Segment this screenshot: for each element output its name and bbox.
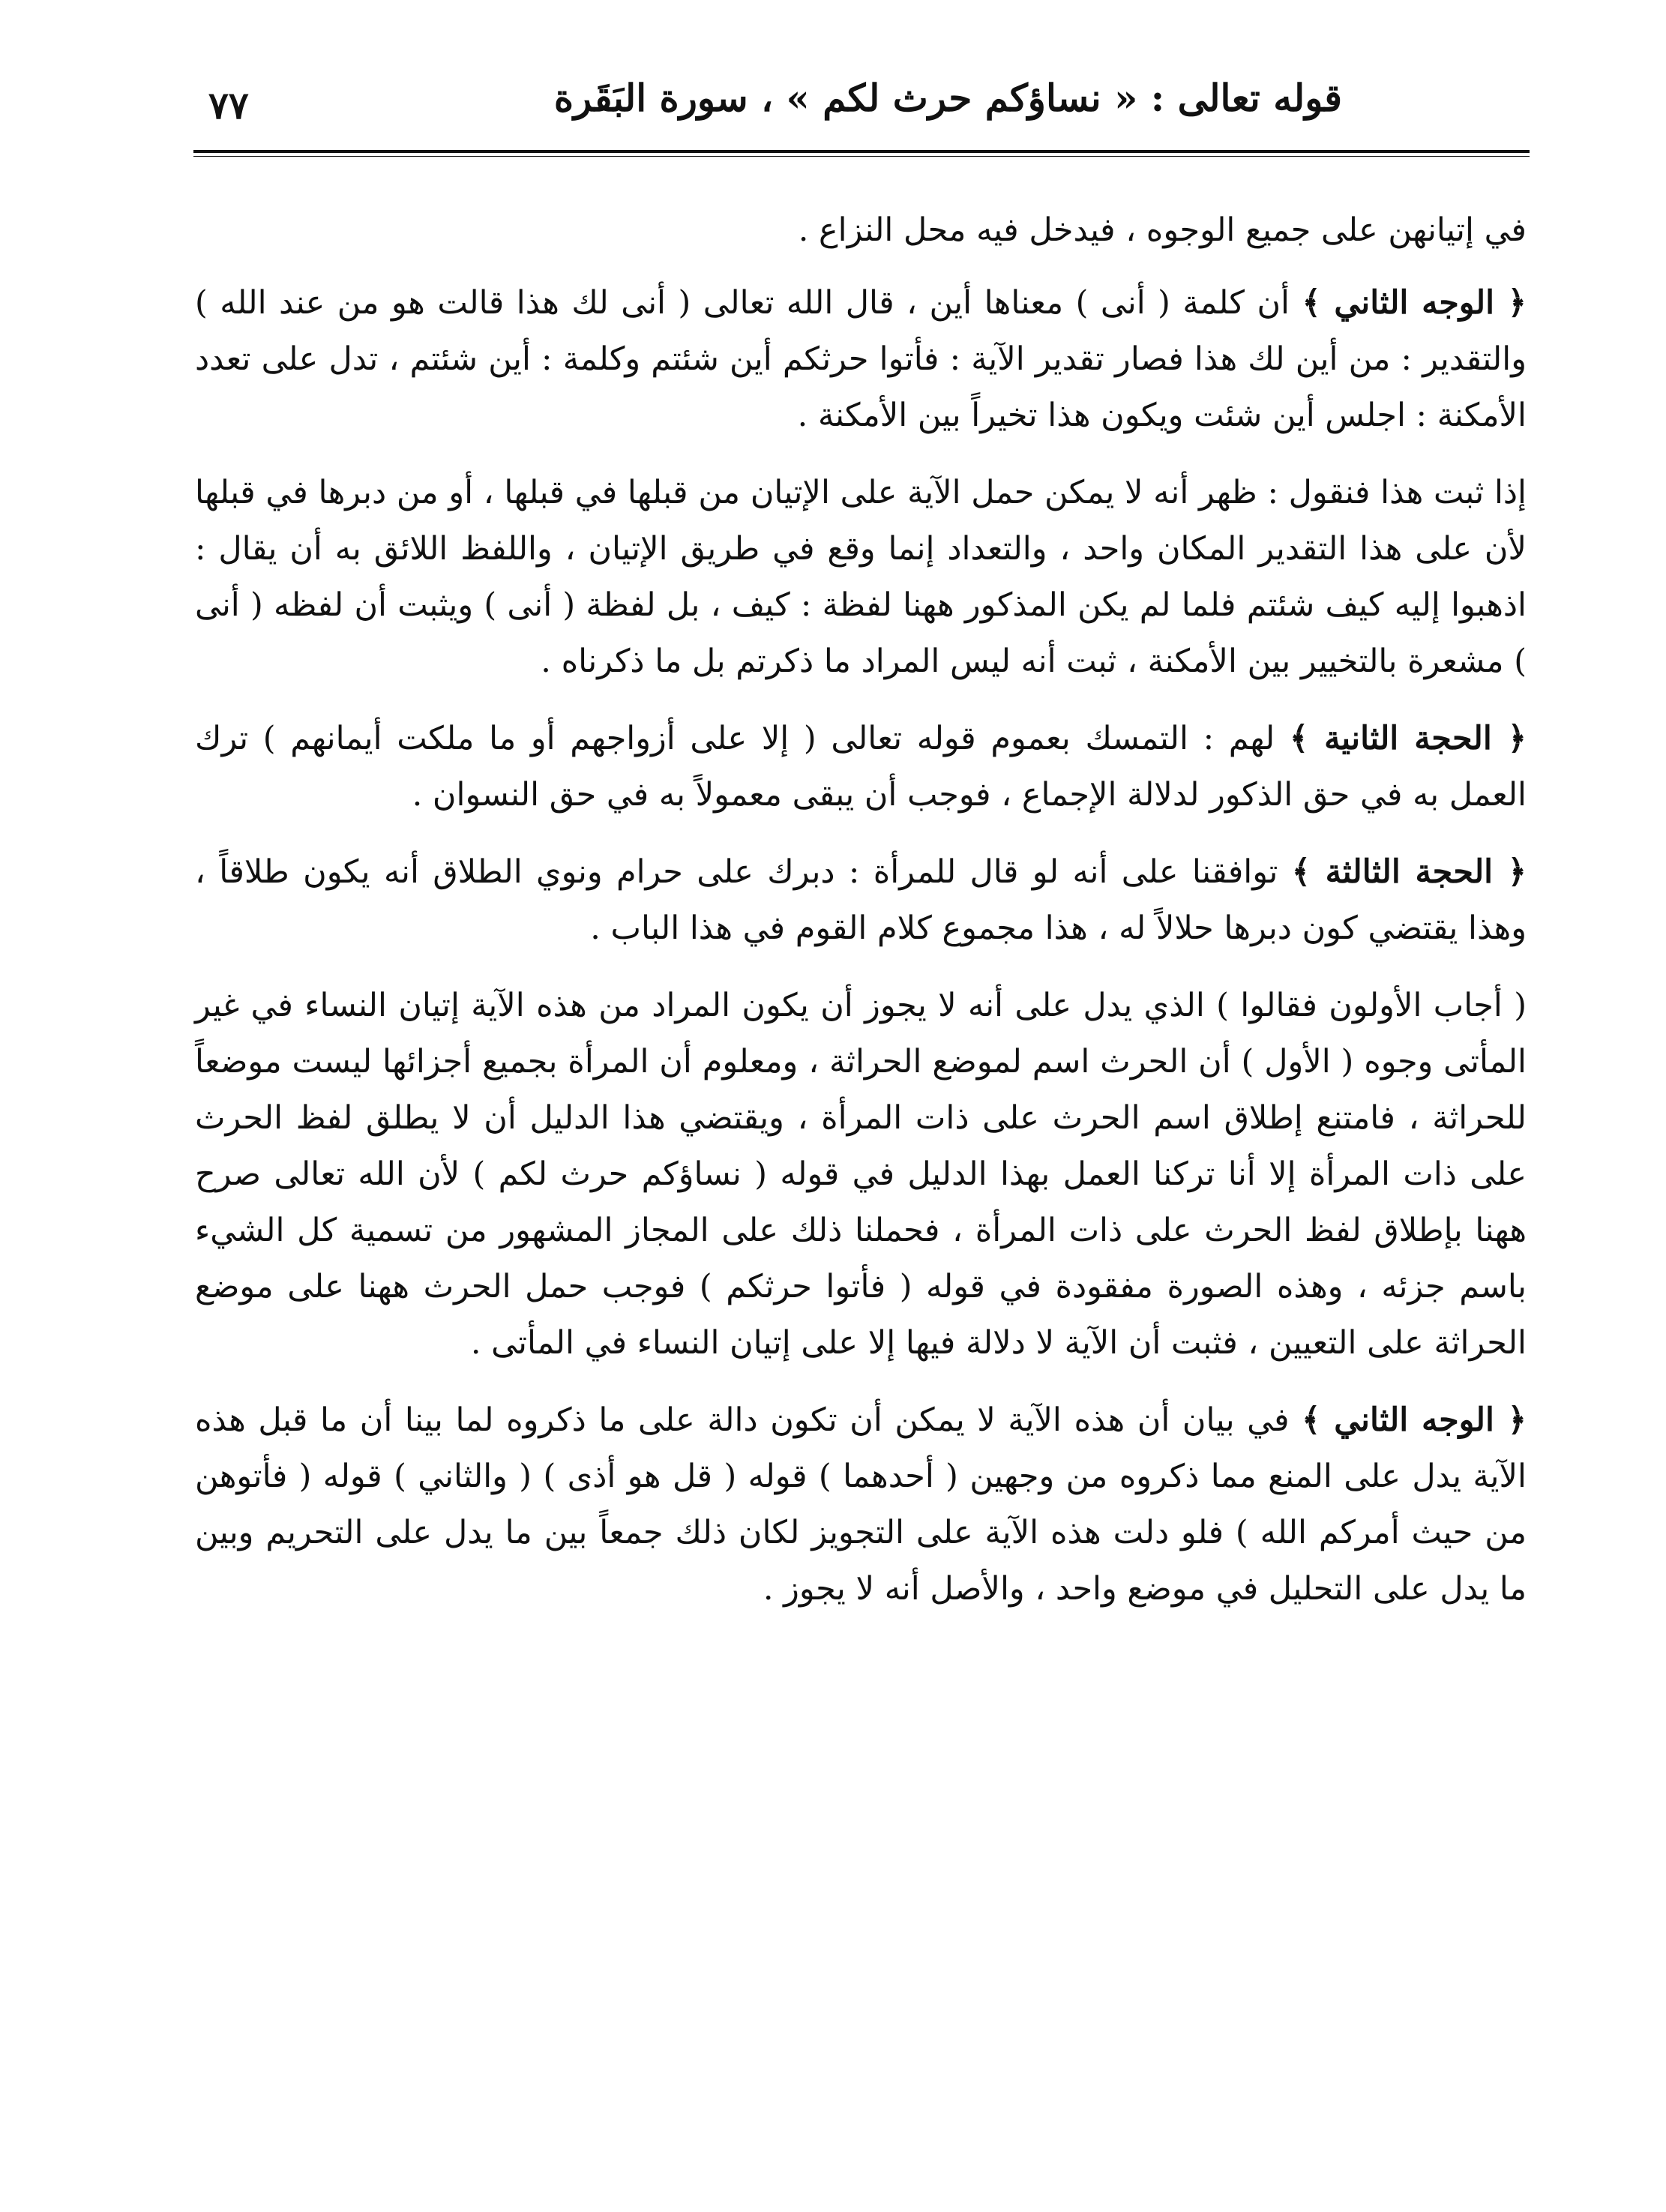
paragraph-2 bbox=[195, 275, 1527, 444]
paragraph-heading: ﴿ الوجه الثاني ﴾ bbox=[1302, 1401, 1527, 1439]
paragraph-heading: ﴿ الوجه الثاني ﴾ bbox=[1302, 284, 1527, 322]
header-rule-thin bbox=[193, 156, 1530, 157]
paragraph-text: ( أجاب الأولون فقالوا ) الذي يدل على أنه لا يجوز أن يكون المراد من هذه الآية إتيان النساء في غير المأتى وجوه ( الأول ) أن الحرث اسم لموضع الحراثة ، ومعلوم أن المرأة بجميع أجزائها ليست موضعاً للحراثة ، فامتنع إطلاق اسم الحرث على ذات المرأة ، ويقتضي هذا الدليل أن لا يطلق لفظ الحرث على ذات المرأة إلا أنا تركنا العمل بهذا الدليل في قوله ( نساؤكم حرث لكم ) لأن الله تعالى صرح ههنا بإطلاق لفظ الحرث على ذات المرأة ، فحملنا ذلك على المجاز المشهور من تسمية كل الشيء باسم جزئه ، وهذه الصورة مفقودة في قوله ( فأتوا حرثكم ) فوجب حمل الحرث ههنا على موضع الحراثة على التعيين ، فثبت أن الآية لا دلالة فيها إلا على إتيان النساء في المأتى . bbox=[195, 987, 1527, 1362]
paragraph-6 bbox=[195, 978, 1527, 1371]
paragraph-text: لهم : التمسك بعموم قوله تعالى ( إلا على أزواجهم أو ما ملكت أيمانهم ) ترك العمل به في حق الذكور لدلالة الإجماع ، فوجب أن يبقى معمولاً به في حق النسوان . bbox=[195, 720, 1527, 814]
header-rule bbox=[193, 150, 1530, 153]
paragraph-4 bbox=[195, 711, 1527, 823]
paragraph-heading: ﴿ الحجة الثالثة ﴾ bbox=[1291, 853, 1527, 891]
paragraph-1 bbox=[195, 202, 1527, 259]
page-header bbox=[193, 64, 1530, 139]
running-title: قوله تعالى : « نساؤكم حرث لكم » ، سورة البَقَرة bbox=[553, 76, 1342, 120]
paragraph-5 bbox=[195, 844, 1527, 957]
page-number: ٧٧ bbox=[208, 83, 249, 127]
body-text bbox=[195, 202, 1527, 1638]
paragraph-text: توافقنا على أنه لو قال للمرأة : دبرك على حرام ونوي الطلاق أنه يكون طلاقاً ، وهذا يقتضي كون دبرها حلالاً له ، هذا مجموع كلام القوم في هذا الباب . bbox=[195, 853, 1527, 947]
paragraph-text: أن كلمة ( أنى ) معناها أين ، قال الله تعالى ( أنى لك هذا قالت هو من عند الله ) والتقدير : من أين لك هذا فصار تقدير الآية : فأتوا حرثكم أين شئتم وكلمة : أين شئتم ، تدل على تعدد الأمكنة : اجلس أين شئت ويكون هذا تخيراً بين الأمكنة . bbox=[195, 284, 1527, 434]
paragraph-7 bbox=[195, 1392, 1527, 1617]
paragraph-text: إذا ثبت هذا فنقول : ظهر أنه لا يمكن حمل الآية على الإتيان من قبلها في قبلها ، أو من دبرها في قبلها لأن على هذا التقدير المكان واحد ، والتعداد إنما وقع في طريق الإتيان ، واللفظ اللائق به أن يقال : اذهبوا إليه كيف شئتم فلما لم يكن المذكور ههنا لفظة : كيف ، بل لفظة ( أنى ) ويثبت أن لفظه ( أنى ) مشعرة بالتخيير بين الأمكنة ، ثبت أنه ليس المراد ما ذكرتم بل ما ذكرناه . bbox=[195, 474, 1527, 680]
paragraph-heading: ﴿ الحجة الثانية ﴾ bbox=[1289, 720, 1527, 757]
paragraph-text: في بيان أن هذه الآية لا يمكن أن تكون دالة على ما ذكروه لما بينا أن ما قبل هذه الآية يدل على المنع مما ذكروه من وجهين ( أحدهما ) قوله ( قل هو أذى ) ( والثاني ) قوله ( فأتوهن من حيث أمركم الله ) فلو دلت هذه الآية على التجويز لكان ذلك جمعاً بين ما يدل على التحريم وبين ما يدل على التحليل في موضع واحد ، والأصل أنه لا يجوز . bbox=[195, 1401, 1527, 1608]
paragraph-3 bbox=[195, 465, 1527, 690]
paragraph-text: في إتيانهن على جميع الوجوه ، فيدخل فيه محل النزاع . bbox=[798, 211, 1527, 249]
